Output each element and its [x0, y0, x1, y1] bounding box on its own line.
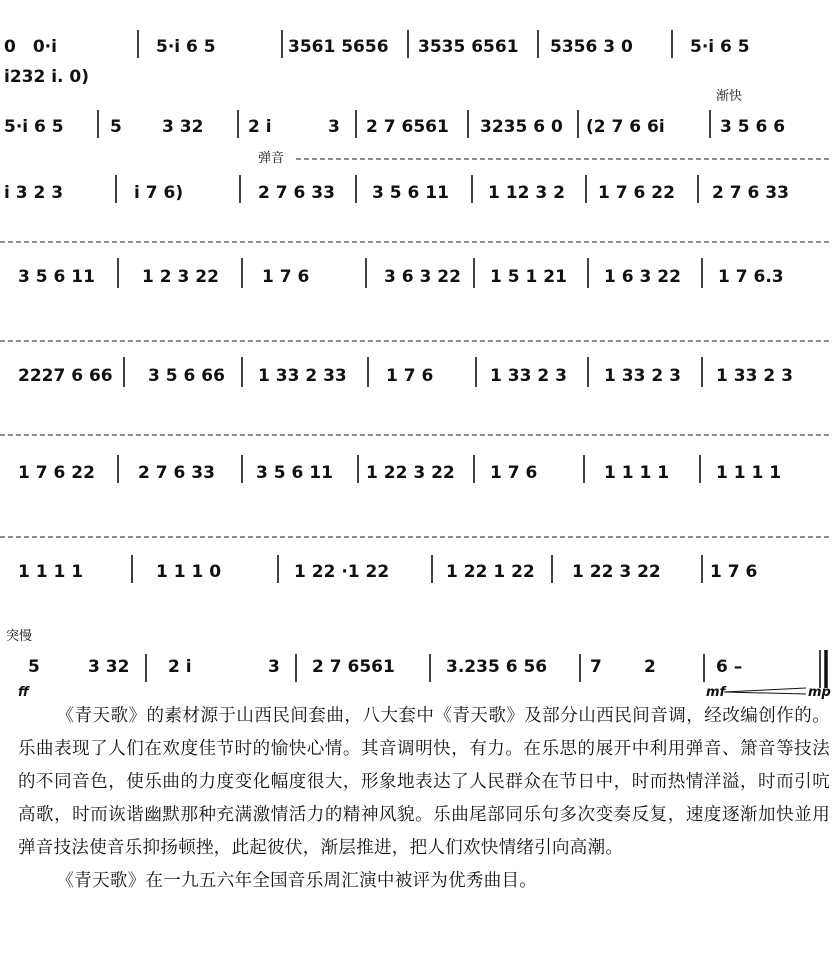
measure: 5·i 6 5	[156, 37, 216, 57]
measure: 6 –	[716, 657, 743, 677]
measure: 1 22 3 22	[366, 463, 455, 483]
measure: 1 7 6	[262, 267, 310, 287]
decrescendo-line	[724, 692, 806, 694]
measure: 7	[590, 657, 602, 677]
measure: 1 33 2 3	[604, 366, 681, 386]
tempo-mark: 突慢	[6, 629, 33, 644]
measure: 3 5 6 11	[372, 183, 449, 203]
measure: 3535 6561	[418, 37, 519, 57]
measure: 3.235 6 56	[446, 657, 548, 677]
measure: 1 1 1 1	[716, 463, 782, 483]
measure: 5	[110, 117, 122, 137]
dynamic-mark: mf	[706, 685, 726, 700]
measure: 3235 6 0	[480, 117, 563, 137]
measure: 5356 3 0	[550, 37, 633, 57]
dynamic-mark: mp	[808, 685, 831, 700]
measure: i 3 2 3	[4, 183, 64, 203]
measure: (2 7 6 6i	[586, 117, 665, 137]
description-paragraph: 《青天歌》的素材源于山西民间套曲，八大套中《青天歌》及部分山西民间音调，经改编创作的。乐曲表现了人们在欢度佳节时的愉快心情。其音调明快，有力。在乐思的展开中利用弹音、箫音等技法的不同音色，使乐曲的力度变化幅度很大，形象地表达了人民群众在节日中，时而热情洋溢，时而引吭高歌，时而诙谐幽默那种充满激情活力的精神风貌。乐曲尾部同乐句多次变奏反复，速度逐渐加快並用弹音技法使音乐抑扬顿挫，此起彼伏，渐层推进，把人们欢快情绪引向高潮。	[18, 706, 830, 858]
measure: 5·i 6 5	[4, 117, 64, 137]
measure: 2227 6 66	[18, 366, 113, 386]
score-line-5	[18, 366, 793, 386]
measure: 3	[268, 657, 280, 677]
bar-lines	[98, 30, 826, 688]
measure: 1 6 3 22	[604, 267, 681, 287]
measure: 1 5 1 21	[490, 267, 567, 287]
measure: 3 5 6 11	[18, 267, 95, 287]
decrescendo-line	[724, 688, 806, 692]
measure: 2 i	[248, 117, 272, 137]
measure: 2	[644, 657, 656, 677]
measure: 3561 5656	[288, 37, 389, 57]
measure: 2 7 6 33	[712, 183, 789, 203]
score-line-2	[4, 88, 785, 166]
dynamic-mark: ff	[18, 685, 29, 700]
measure: 2 7 6561	[312, 657, 395, 677]
piece-description	[18, 700, 830, 898]
measure: 1 33 2 3	[490, 366, 567, 386]
measure: 5	[28, 657, 40, 677]
measure: i 7 6)	[134, 183, 184, 203]
tempo-mark: 渐快	[716, 89, 743, 104]
measure: 2 7 6561	[366, 117, 449, 137]
measure: 1 7 6	[490, 463, 538, 483]
measure: 3 6 3 22	[384, 267, 461, 287]
measure: 1 22 ·1 22	[294, 562, 390, 582]
score-line-7	[18, 562, 757, 582]
measure: 3 5 6 66	[148, 366, 225, 386]
measure: 3	[328, 117, 340, 137]
score-line-8	[6, 628, 831, 700]
measure: 1 7 6 22	[18, 463, 95, 483]
measure: 1 1 1 1	[18, 562, 84, 582]
measure: 2 7 6 33	[138, 463, 215, 483]
technique-mark: 弹音	[258, 151, 285, 166]
measure: 2 7 6 33	[258, 183, 335, 203]
measure: 3 5 6 11	[256, 463, 333, 483]
measure: 1 33 2 3	[716, 366, 793, 386]
measure: 1 7 6 22	[598, 183, 675, 203]
score-line-3	[4, 183, 789, 203]
score-line-1	[4, 37, 750, 87]
measure: 5·i 6 5	[690, 37, 750, 57]
measure: 1 33 2 33	[258, 366, 347, 386]
score-line-4	[18, 267, 784, 287]
measure: 1 12 3 2	[488, 183, 565, 203]
score-line-6	[18, 463, 781, 483]
description-paragraph: 《青天歌》在一九五六年全国音乐周汇演中被评为优秀曲目。	[56, 871, 538, 891]
measure: 1 22 1 22	[446, 562, 535, 582]
measure: 0 0·i	[4, 37, 57, 57]
measure: 3 32	[162, 117, 204, 137]
measure: i232 i. 0)	[4, 67, 90, 87]
measure: 1 7 6	[386, 366, 434, 386]
measure: 1 22 3 22	[572, 562, 661, 582]
measure: 3 32	[88, 657, 130, 677]
measure: 3 5 6 6	[720, 117, 786, 137]
measure: 1 1 1 0	[156, 562, 222, 582]
measure: 2 i	[168, 657, 192, 677]
measure: 1 7 6.3	[718, 267, 784, 287]
measure: 1 1 1 1	[604, 463, 670, 483]
measure: 1 2 3 22	[142, 267, 219, 287]
measure: 1 7 6	[710, 562, 758, 582]
